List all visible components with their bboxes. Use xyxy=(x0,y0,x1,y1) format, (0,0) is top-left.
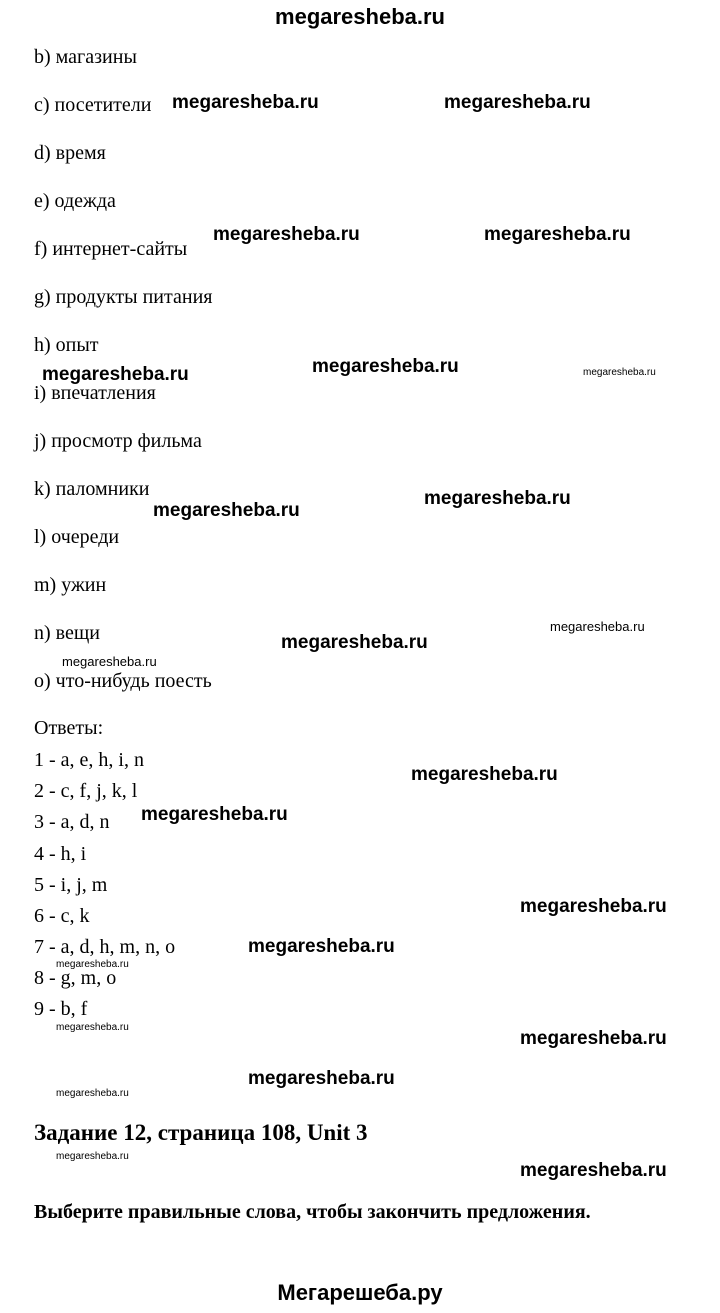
watermark: megaresheba.ru xyxy=(141,804,288,825)
task-instruction: Выберите правильные слова, чтобы закончить предложения. xyxy=(34,1201,591,1223)
list-item: n) вещи xyxy=(34,622,100,644)
list-item: m) ужин xyxy=(34,574,107,596)
watermark: megaresheba.ru xyxy=(424,488,571,509)
list-item: b) магазины xyxy=(34,46,137,68)
watermark: megaresheba.ru xyxy=(56,1151,129,1162)
watermark: megaresheba.ru xyxy=(213,224,360,245)
watermark: megaresheba.ru xyxy=(172,92,319,113)
watermark: megaresheba.ru xyxy=(62,654,157,669)
watermark: megaresheba.ru xyxy=(520,896,667,917)
list-item: j) просмотр фильма xyxy=(34,430,202,452)
watermark: megaresheba.ru xyxy=(153,500,300,521)
watermark: megaresheba.ru xyxy=(312,356,459,377)
watermark: megaresheba.ru xyxy=(411,764,558,785)
answer-line: 9 - b, f xyxy=(34,998,88,1020)
list-item: o) что-нибудь поесть xyxy=(34,670,212,692)
answers-heading: Ответы: xyxy=(34,717,104,739)
watermark: megaresheba.ru xyxy=(56,1088,129,1099)
list-item: i) впечатления xyxy=(34,382,156,404)
list-item: k) паломники xyxy=(34,478,150,500)
list-item: l) очереди xyxy=(34,526,120,548)
task-title: Задание 12, страница 108, Unit 3 xyxy=(34,1120,368,1145)
answer-line: 1 - a, e, h, i, n xyxy=(34,749,144,771)
watermark: megaresheba.ru xyxy=(56,1022,129,1033)
watermark: megaresheba.ru xyxy=(56,959,129,970)
watermark: megaresheba.ru xyxy=(484,224,631,245)
answer-line: 7 - a, d, h, m, n, o xyxy=(34,936,176,958)
site-footer[interactable]: Мегарешеба.ру xyxy=(277,1280,443,1305)
list-item: f) интернет-сайты xyxy=(34,238,188,260)
list-item: h) опыт xyxy=(34,334,99,356)
list-item: g) продукты питания xyxy=(34,286,213,308)
watermark: megaresheba.ru xyxy=(550,619,645,634)
answer-line: 6 - c, k xyxy=(34,905,90,927)
list-item: e) одежда xyxy=(34,190,116,212)
answer-line: 5 - i, j, m xyxy=(34,874,108,896)
answer-line: 3 - a, d, n xyxy=(34,811,110,833)
watermark: megaresheba.ru xyxy=(248,936,395,957)
watermark: megaresheba.ru xyxy=(520,1028,667,1049)
watermark: megaresheba.ru xyxy=(520,1160,667,1181)
watermark: megaresheba.ru xyxy=(583,367,656,378)
watermark: megaresheba.ru xyxy=(281,632,428,653)
list-item: d) время xyxy=(34,142,106,164)
watermark: megaresheba.ru xyxy=(248,1068,395,1089)
watermark: megaresheba.ru xyxy=(42,364,189,385)
answer-line: 4 - h, i xyxy=(34,843,87,865)
site-header[interactable]: megaresheba.ru xyxy=(275,4,445,29)
watermark: megaresheba.ru xyxy=(444,92,591,113)
answer-line: 8 - g, m, o xyxy=(34,967,117,989)
answer-line: 2 - c, f, j, k, l xyxy=(34,780,138,802)
list-item: c) посетители xyxy=(34,94,152,116)
